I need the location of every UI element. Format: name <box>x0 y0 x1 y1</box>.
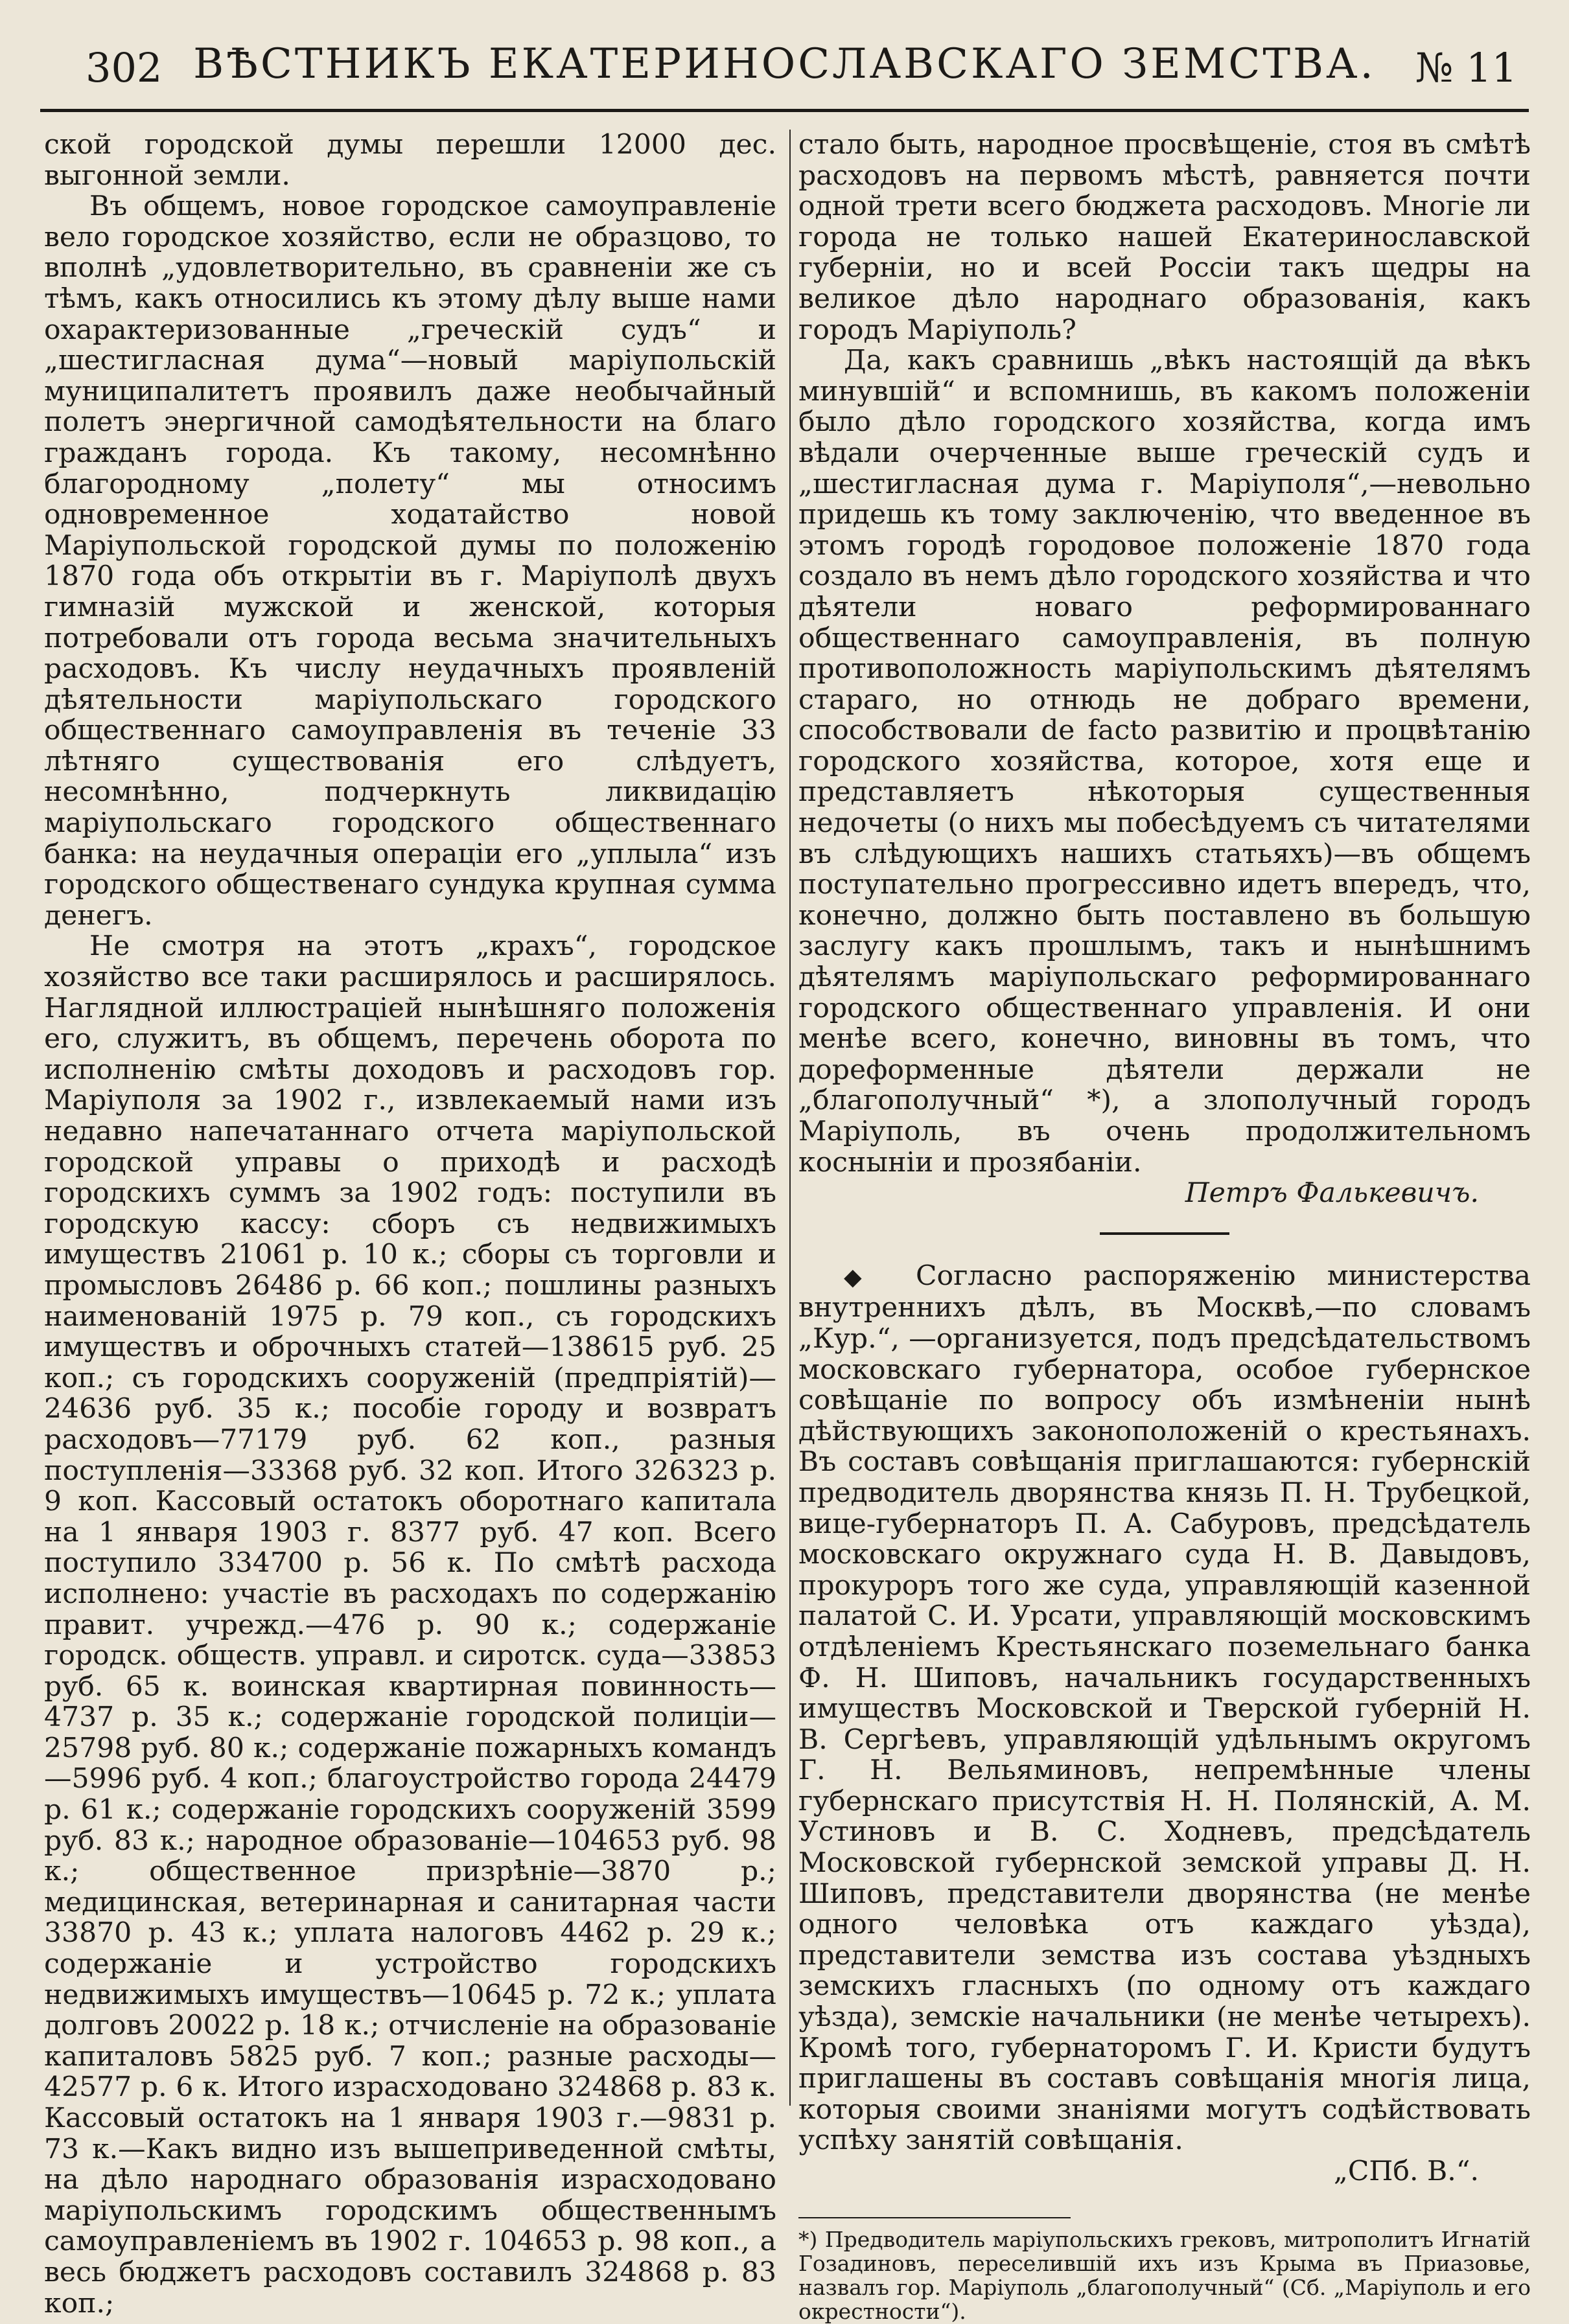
page-number: 302 <box>86 44 163 91</box>
journal-title: ВѢСТНИКЪ ЕКАТЕРИНОСЛАВСКАГО ЗЕМСТВА. <box>193 40 1376 88</box>
paragraph: Въ общемъ, новое городское самоуправленіе вело городское хозяйство, если не образцово, то вполнѣ „удовлетворительно, въ сравненіи же съ тѣмъ, какъ относились къ этому дѣлу выше нами охарактеризованные „греческій судъ“ и „шестигласная дума“—новый маріупольскій муниципалитетъ проявилъ даже необычайный полетъ энергичной самодѣятельности на благо гражданъ города. Къ такому, несомнѣнно благородному „полету“ мы относимъ одновременное ходатайство новой Маріупольской городской думы по положенію 1870 года объ открытіи въ г. Маріуполѣ двухъ гимназій мужской и женской, которыя потребовали отъ города весьма значительныхъ расходовъ. Къ числу неудачныхъ проявленій дѣятельности маріупольскаго городского общественнаго самоуправленія въ теченіе 33 лѣтняго существованія его слѣдуетъ, несомнѣнно, подчеркнуть ликвидацію маріупольскаго городского общественнаго банка: на неудачныя операціи его „уплыла“ изъ городского общественаго сундука крупная сумма денегъ. <box>44 190 776 932</box>
header-rule <box>40 109 1529 112</box>
footnote-rule <box>798 2217 1071 2218</box>
section-divider <box>1100 1232 1229 1235</box>
diamond-icon: ◆ <box>844 1263 885 1291</box>
footnote: *) Предводитель маріупольскихъ грековъ, митрополитъ Игнатій Гозадиновъ, переселившій ихъ изъ Крыма въ Приазовье, назвалъ гор. Маріуполь „благополучный“ (Сб. „Маріуполь и его окрестности“). <box>798 2226 1531 2324</box>
news-paragraph: Согласно распоряженію министерства внутреннихъ дѣлъ, въ Москвѣ,—по словамъ „Кур.“, —организуется, подъ предсѣдательствомъ московскаго губернатора, особое губернское совѣщаніе по вопросу объ измѣненіи нынѣ дѣйствующихъ законоположеній о крестьянахъ. Въ составъ совѣщанія приглашаются: губернскій предводитель дворянства князь П. Н. Трубецкой, вице-губернаторъ П. А. Сабуровъ, предсѣдатель московскаго окружнаго суда Н. В. Давыдовъ, прокуроръ того же суда, управляющій казенной палатой С. И. Урсати, управляющій московскимъ отдѣленіемъ Крестьянскаго поземельнаго банка Ф. Н. Шиповъ, начальникъ государственныхъ имуществъ Московской и Тверской губерній Н. В. Сергѣевъ, управляющій удѣльнымъ округомъ Г. Н. Вельяминовъ, непремѣнные члены губернскаго присутствія Н. Н. Полянскій, А. М. Устиновъ и В. С. Ходневъ, предсѣдатель Московской губернской земской управы Д. Н. Шиповъ, представители дворянства (не менѣе одного человѣка отъ каждаго уѣзда), представители земства изъ состава уѣздныхъ земскихъ гласныхъ (по одному отъ каждаго уѣзда), земскіе начальники (не менѣе четырехъ). Кромѣ того, губернаторомъ Г. И. Кристи будутъ приглашены въ составъ совѣщанія многія лица, которыя своими знаніями могутъ содѣйствовать успѣху занятій совѣщанія. <box>798 1260 1531 2157</box>
right-column <box>798 130 1531 2323</box>
news-source: „СПб. В.“. <box>1333 2156 1479 2187</box>
left-column <box>44 130 776 2319</box>
issue-number: № 11 <box>1415 44 1517 91</box>
page-header <box>45 32 1524 110</box>
paragraph: стало быть, народное просвѣщеніе, стоя въ смѣтѣ расходовъ на первомъ мѣстѣ, равняется почти одной трети всего бюджета расходовъ. Многіе ли города не только нашей Екатеринославской губерніи, но и всей Россіи такъ щедры на великое дѣло народнаго образованія, какъ городъ Маріуполь? <box>798 129 1531 346</box>
paragraph: Да, какъ сравнишь „вѣкъ настоящій да вѣкъ минувшій“ и вспомнишь, въ какомъ положеніи было дѣло городского хозяйства, когда имъ вѣдали очерченные выше греческій судъ и „шестигласная дума г. Маріуполя“,—невольно придешь къ тому заключенію, что введенное въ этомъ городѣ городовое положеніе 1870 года создало въ немъ дѣло городского хозяйства и что дѣятели новаго реформированнаго общественнаго самоуправленія, въ полную противоположность маріупольскимъ дѣятелямъ стараго, но отнюдь не добраго времени, способствовали de facto развитію и процвѣтанію городского хозяйства, которое, хотя еще и представляетъ нѣкоторыя существенныя недочеты (о нихъ мы побесѣдуемъ съ читателями въ слѣдующихъ нашихъ статьяхъ)—въ общемъ поступательно прогрессивно идетъ впередъ, что, конечно, должно быть поставлено въ большую заслугу какъ прошлымъ, такъ и нынѣшнимъ дѣятелямъ маріупольскаго реформированнаго городского общественнаго управленія. И они менѣе всего, конечно, виновны въ томъ, что дореформенные дѣятели держали не „благополучный“ *), а злополучный городъ Маріуполь, въ очень продолжительномъ косныніи и прозябаніи. <box>798 345 1531 1179</box>
paragraph: ской городской думы перешли 12000 дес. выгонной земли. <box>44 129 776 192</box>
paragraph: Не смотря на этотъ „крахъ“, городское хозяйство все таки расширялось и расширялось. Наглядной иллюстраціей нынѣшняго положенія его, служитъ, въ общемъ, перечень оборота по исполненію смѣты доходовъ и расходовъ гор. Маріуполя за 1902 г., извлекаемый нами изъ недавно напечатаннаго отчета маріупольской городской управы о приходѣ и расходѣ городскихъ суммъ за 1902 годъ: поступили въ городскую кассу: сборъ съ недвижимыхъ имуществъ 21061 р. 10 к.; сборы съ торговли и промысловъ 26486 р. 66 коп.; пошлины разныхъ наименованій 1975 р. 79 коп., съ городскихъ имуществъ и оброчныхъ статей—138615 руб. 25 коп.; съ городскихъ сооруженій (предпріятій)—24636 руб. 35 к.; пособіе городу и возвратъ расходовъ—77179 руб. 62 коп., разныя поступленія—33368 руб. 32 коп. Итого 326323 р. 9 коп. Кассовый остатокъ оборотнаго капитала на 1 января 1903 г. 8377 руб. 47 коп. Всего поступило 334700 р. 56 к. По смѣтѣ расхода исполнено: участіе въ расходахъ по содержанію правит. учрежд.—476 р. 90 к.; содержаніе городск. обществ. управл. и сиротск. суда—33853 руб. 65 к. воинская квартирная повинность—4737 р. 35 к.; содержаніе городской полиціи—25798 руб. 80 к.; содержаніе пожарныхъ командъ—5996 руб. 4 коп.; благоустройство города 24479 р. 61 к.; содержаніе городскихъ сооруженій 3599 руб. 83 к.; народное образованіе—104653 руб. 98 к.; общественное призрѣніе—3870 р.; медицинская, ветеринарная и санитарная части 33870 р. 43 к.; уплата налоговъ 4462 р. 29 к.; содержаніе и устройство городскихъ недвижимыхъ имуществъ—10645 р. 72 к.; уплата долговъ 20022 р. 18 к.; отчисленіе на образованіе капиталовъ 5825 руб. 7 коп.; разные расходы—42577 р. 6 к. Итого израсходовано 324868 р. 83 к. Кассовый остатокъ на 1 января 1903 г.—9831 р. 73 к.—Какъ видно изъ вышеприведенной смѣты, на дѣло народнаго образованія израсходовано маріупольскимъ городскимъ общественнымъ самоуправленіемъ въ 1902 г. 104653 р. 98 коп., а весь бюджетъ расходовъ составилъ 324868 р. 83 коп.; <box>44 930 776 2319</box>
column-divider <box>789 130 791 2106</box>
author-signature: Петръ Фалькевичъ. <box>1185 1177 1479 1210</box>
